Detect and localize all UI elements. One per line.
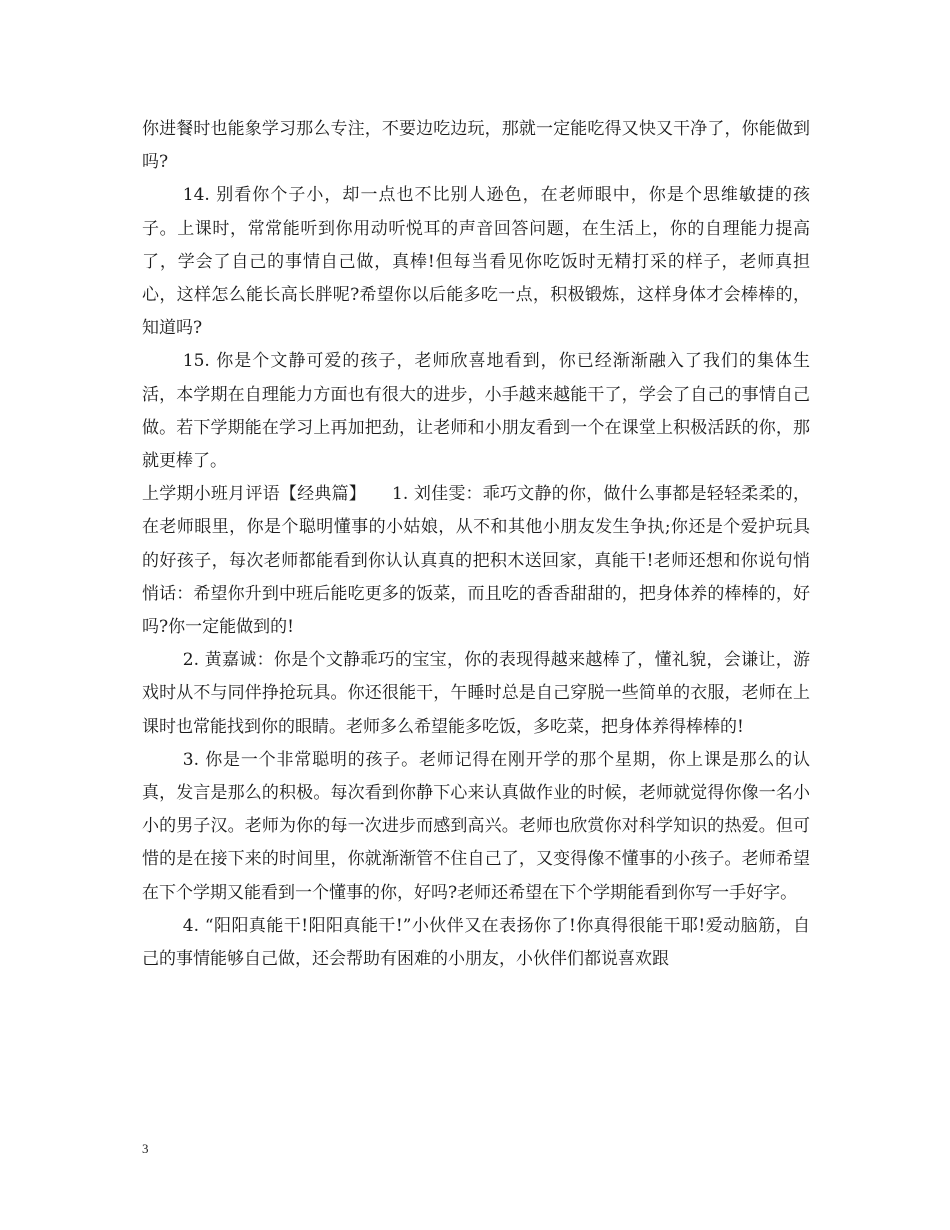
- paragraph: 14. 别看你个子小，却一点也不比别人逊色，在老师眼中，你是个思维敏捷的孩子。上课时，常常能听到你用动听悦耳的声音回答问题，在生活上，你的自理能力提高了，学会了自己的事情自己做，真棒!但每当看见你吃饭时无精打采的样子，老师真担心，这样怎么能长高长胖呢?希望你以后能多吃一点，积极锻炼，这样身体才会棒棒的，知道吗?: [142, 185, 810, 339]
- paragraph: 上学期小班月评语【经典篇】 1. 刘佳雯：乖巧文静的你，做什么事都是轻轻柔柔的，在老师眼里，你是个聪明懂事的小姑娘，从不和其他小朋友发生争执;你还是个爱护玩具的好孩子，每次老师都能看到你认认真真的把积木送回家，真能干!老师还想和你说句悄悄话：希望你升到中班后能吃更多的饭菜，而且吃的香香甜甜的，把身体养的棒棒的，好吗?你一定能做到的!: [142, 484, 810, 638]
- paragraph: 你进餐时也能象学习那么专注，不要边吃边玩，那就一定能吃得又快又干净了，你能做到吗?: [142, 119, 810, 173]
- paragraph: 15. 你是个文静可爱的孩子，老师欣喜地看到，你已经渐渐融入了我们的集体生活，本学期在自理能力方面也有很大的进步，小手越来越能干了，学会了自己的事情自己做。若下学期能在学习上再加把劲，让老师和小朋友看到一个在课堂上积极活跃的你，那就更棒了。: [142, 351, 810, 472]
- paragraph: 4. “阳阳真能干!阳阳真能干!”小伙伴又在表扬你了!你真得很能干耶!爱动脑筋，自己的事情能够自己做，还会帮助有困难的小朋友，小伙伴们都说喜欢跟: [142, 915, 810, 970]
- paragraph: 3. 你是一个非常聪明的孩子。老师记得在刚开学的那个星期，你上课是那么的认真，发言是那么的积极。每次看到你静下心来认真做作业的时候，老师就觉得你像一名小小的男子汉。老师为你的每一次进步而感到高兴。老师也欣赏你对科学知识的热爱。但可惜的是在接下来的时间里，你就渐渐管不住自己了，又变得像不懂事的小孩子。老师希望在下个学期又能看到一个懂事的你，好吗?老师还希望在下个学期能看到你写一手好字。: [142, 749, 810, 903]
- paragraph: 2. 黄嘉诚：你是个文静乖巧的宝宝，你的表现得越来越棒了，懂礼貌，会谦让，游戏时从不与同伴挣抢玩具。你还很能干，午睡时总是自己穿脱一些简单的衣服，老师在上课时也常能找到你的眼睛。老师多么希望能多吃饭，多吃菜，把身体养得棒棒的!: [142, 650, 810, 737]
- page-number: 3: [142, 1141, 149, 1156]
- document-body: [142, 113, 810, 976]
